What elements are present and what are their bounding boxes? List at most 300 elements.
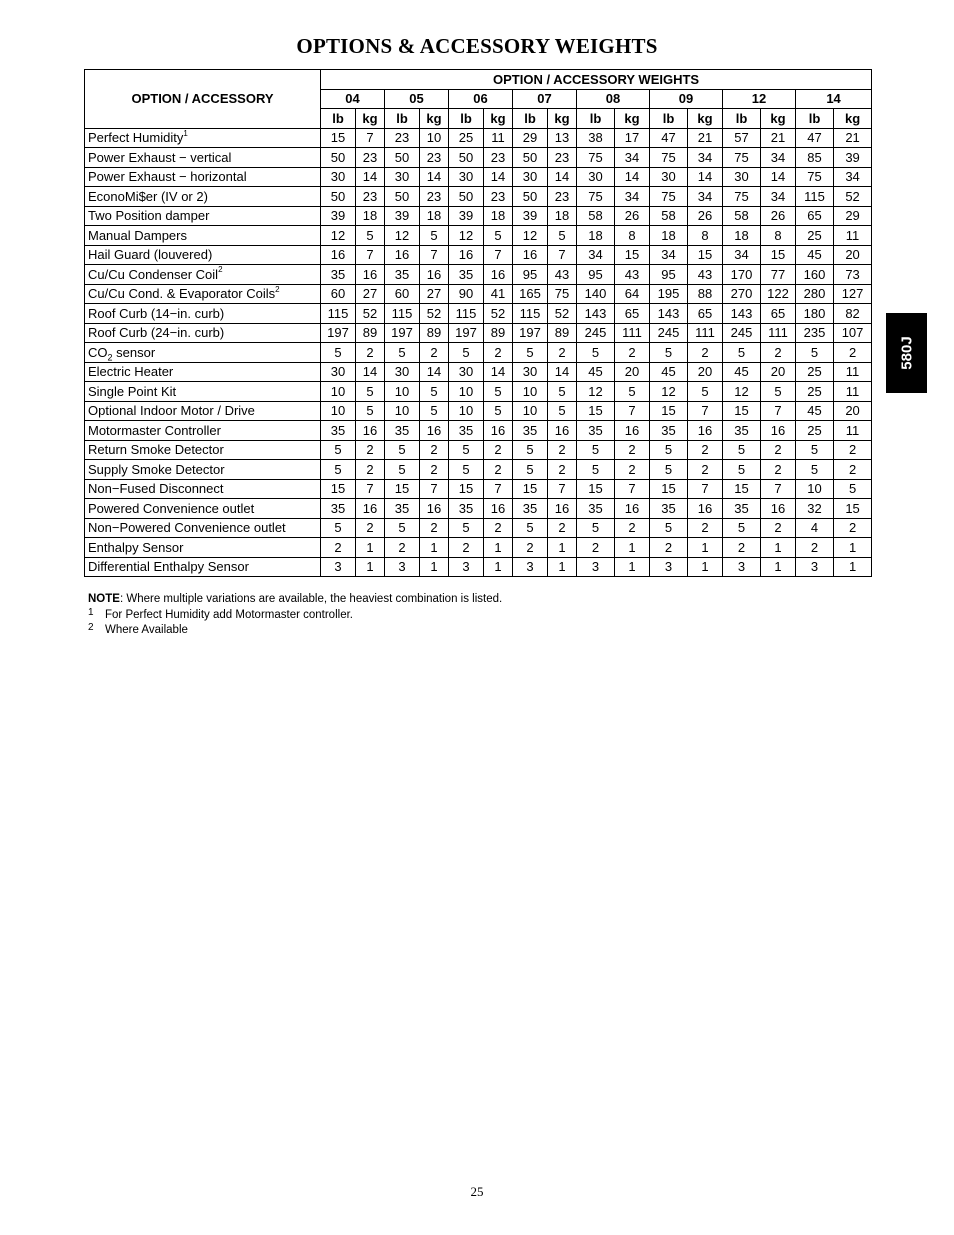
cell-kg: 18 [420, 206, 449, 226]
row-label-text: Two Position damper [88, 208, 210, 224]
cell-kg: 23 [548, 148, 577, 168]
cell-lb: 15 [513, 479, 548, 499]
cell-lb: 75 [577, 187, 615, 207]
cell-lb: 58 [650, 206, 688, 226]
cell-kg: 5 [548, 226, 577, 246]
row-label-text: Electric Heater [88, 364, 174, 380]
footnote-mark: 1 [88, 606, 94, 618]
cell-kg: 52 [420, 304, 449, 324]
cell-kg: 34 [761, 148, 796, 168]
cell-kg: 16 [688, 421, 723, 441]
cell-lb: 45 [650, 362, 688, 382]
cell-kg: 20 [615, 362, 650, 382]
cell-kg: 15 [834, 499, 872, 519]
row-label [85, 421, 321, 441]
row-label-text: Roof Curb (14−in. curb) [88, 305, 225, 321]
size-header: 07 [513, 89, 577, 109]
cell-kg: 20 [834, 245, 872, 265]
cell-lb: 95 [577, 265, 615, 285]
group-header: OPTION / ACCESSORY WEIGHTS [321, 70, 872, 90]
cell-lb: 5 [723, 343, 761, 363]
cell-kg: 15 [615, 245, 650, 265]
corner-header: OPTION / ACCESSORY [85, 70, 321, 129]
row-label [85, 518, 321, 538]
cell-kg: 5 [420, 382, 449, 402]
cell-kg: 8 [761, 226, 796, 246]
cell-kg: 2 [356, 343, 385, 363]
cell-kg: 16 [420, 499, 449, 519]
cell-lb: 2 [449, 538, 484, 558]
cell-kg: 75 [548, 284, 577, 304]
cell-kg: 27 [420, 284, 449, 304]
cell-lb: 143 [723, 304, 761, 324]
cell-lb: 35 [321, 499, 356, 519]
unit-kg-header: kg [688, 109, 723, 129]
cell-lb: 50 [321, 187, 356, 207]
cell-kg: 20 [688, 362, 723, 382]
cell-lb: 35 [723, 421, 761, 441]
row-label-text: EconoMi$er (IV or 2) [88, 188, 208, 204]
unit-kg-header: kg [356, 109, 385, 129]
cell-kg: 2 [548, 343, 577, 363]
cell-lb: 75 [796, 167, 834, 187]
cell-lb: 30 [321, 167, 356, 187]
unit-lb-header: lb [321, 109, 356, 129]
cell-lb: 58 [577, 206, 615, 226]
table-row [85, 440, 872, 460]
size-header: 06 [449, 89, 513, 109]
cell-kg: 7 [420, 245, 449, 265]
cell-lb: 5 [449, 343, 484, 363]
cell-lb: 5 [449, 460, 484, 480]
cell-kg: 5 [615, 382, 650, 402]
cell-lb: 3 [321, 557, 356, 577]
cell-lb: 12 [577, 382, 615, 402]
cell-kg: 5 [356, 226, 385, 246]
cell-lb: 18 [577, 226, 615, 246]
cell-kg: 73 [834, 265, 872, 285]
cell-lb: 85 [796, 148, 834, 168]
cell-lb: 30 [321, 362, 356, 382]
cell-lb: 197 [513, 323, 548, 343]
row-label [85, 148, 321, 168]
cell-lb: 5 [321, 518, 356, 538]
table-row [85, 206, 872, 226]
cell-kg: 5 [356, 401, 385, 421]
cell-kg: 1 [484, 557, 513, 577]
table-row [85, 479, 872, 499]
cell-kg: 15 [688, 245, 723, 265]
cell-lb: 10 [796, 479, 834, 499]
row-label [85, 323, 321, 343]
cell-kg: 20 [834, 401, 872, 421]
note-text: : Where multiple variations are available, the heaviest combination is listed. [119, 593, 503, 605]
cell-kg: 23 [356, 148, 385, 168]
row-label-text: Optional Indoor Motor / Drive [88, 403, 255, 419]
cell-kg: 7 [688, 479, 723, 499]
cell-lb: 65 [796, 206, 834, 226]
cell-lb: 2 [321, 538, 356, 558]
cell-lb: 47 [650, 128, 688, 148]
cell-lb: 197 [385, 323, 420, 343]
cell-lb: 5 [449, 440, 484, 460]
cell-kg: 5 [548, 382, 577, 402]
cell-lb: 3 [723, 557, 761, 577]
cell-lb: 12 [321, 226, 356, 246]
cell-kg: 1 [761, 538, 796, 558]
cell-kg: 2 [761, 460, 796, 480]
cell-kg: 43 [548, 265, 577, 285]
cell-kg: 5 [420, 401, 449, 421]
cell-lb: 5 [577, 343, 615, 363]
cell-lb: 5 [577, 440, 615, 460]
cell-kg: 14 [548, 362, 577, 382]
cell-lb: 5 [723, 460, 761, 480]
row-label [85, 343, 321, 363]
cell-lb: 16 [321, 245, 356, 265]
cell-lb: 16 [385, 245, 420, 265]
cell-lb: 50 [385, 187, 420, 207]
notes [88, 592, 502, 639]
cell-lb: 5 [796, 460, 834, 480]
cell-lb: 35 [321, 421, 356, 441]
cell-kg: 16 [548, 499, 577, 519]
footnote-text: For Perfect Humidity add Motormaster controller. [105, 608, 353, 621]
cell-lb: 115 [513, 304, 548, 324]
cell-kg: 16 [484, 265, 513, 285]
cell-lb: 35 [577, 499, 615, 519]
cell-lb: 2 [650, 538, 688, 558]
unit-kg-header: kg [420, 109, 449, 129]
row-label-suffix: sensor [112, 344, 156, 360]
cell-kg: 14 [356, 167, 385, 187]
cell-lb: 12 [723, 382, 761, 402]
cell-lb: 25 [796, 382, 834, 402]
cell-kg: 16 [484, 421, 513, 441]
cell-lb: 165 [513, 284, 548, 304]
row-label-text: Motormaster Controller [88, 422, 221, 438]
cell-lb: 75 [723, 148, 761, 168]
cell-lb: 5 [385, 518, 420, 538]
unit-lb-header: lb [385, 109, 420, 129]
note-general [88, 592, 502, 608]
cell-lb: 39 [321, 206, 356, 226]
cell-kg: 5 [484, 382, 513, 402]
cell-lb: 160 [796, 265, 834, 285]
cell-lb: 16 [449, 245, 484, 265]
cell-lb: 25 [796, 226, 834, 246]
cell-kg: 18 [356, 206, 385, 226]
cell-kg: 1 [548, 557, 577, 577]
cell-lb: 5 [449, 518, 484, 538]
cell-kg: 2 [548, 460, 577, 480]
cell-lb: 38 [577, 128, 615, 148]
cell-kg: 23 [548, 187, 577, 207]
cell-kg: 52 [834, 187, 872, 207]
weights-table [84, 69, 872, 577]
cell-kg: 16 [761, 421, 796, 441]
cell-kg: 14 [761, 167, 796, 187]
cell-kg: 10 [420, 128, 449, 148]
cell-kg: 65 [615, 304, 650, 324]
cell-lb: 30 [513, 362, 548, 382]
cell-kg: 29 [834, 206, 872, 226]
cell-lb: 75 [650, 148, 688, 168]
cell-lb: 3 [650, 557, 688, 577]
table-row [85, 460, 872, 480]
cell-kg: 52 [548, 304, 577, 324]
cell-lb: 34 [723, 245, 761, 265]
cell-kg: 14 [420, 167, 449, 187]
cell-kg: 26 [688, 206, 723, 226]
cell-lb: 50 [513, 148, 548, 168]
cell-lb: 2 [513, 538, 548, 558]
cell-kg: 64 [615, 284, 650, 304]
cell-kg: 89 [420, 323, 449, 343]
cell-kg: 1 [688, 557, 723, 577]
subscript: 2 [107, 352, 113, 362]
cell-kg: 23 [420, 148, 449, 168]
cell-lb: 140 [577, 284, 615, 304]
cell-lb: 30 [513, 167, 548, 187]
row-label-text: Hail Guard (louvered) [88, 247, 213, 263]
cell-lb: 34 [577, 245, 615, 265]
unit-lb-header: lb [796, 109, 834, 129]
cell-kg: 111 [615, 323, 650, 343]
cell-kg: 2 [548, 518, 577, 538]
cell-lb: 95 [650, 265, 688, 285]
cell-kg: 16 [761, 499, 796, 519]
cell-kg: 1 [356, 538, 385, 558]
cell-kg: 11 [834, 226, 872, 246]
cell-kg: 1 [615, 538, 650, 558]
cell-kg: 11 [834, 421, 872, 441]
cell-kg: 14 [688, 167, 723, 187]
cell-lb: 39 [513, 206, 548, 226]
footnote-1 [88, 608, 502, 624]
cell-lb: 50 [385, 148, 420, 168]
cell-lb: 45 [723, 362, 761, 382]
cell-lb: 30 [385, 167, 420, 187]
row-label-text: Cu/Cu Condenser Coil [88, 266, 219, 282]
cell-lb: 2 [385, 538, 420, 558]
page-title: OPTIONS & ACCESSORY WEIGHTS [296, 34, 658, 58]
cell-lb: 45 [796, 245, 834, 265]
cell-lb: 245 [650, 323, 688, 343]
cell-kg: 7 [356, 479, 385, 499]
cell-kg: 122 [761, 284, 796, 304]
table-row [85, 382, 872, 402]
cell-kg: 5 [484, 401, 513, 421]
cell-lb: 180 [796, 304, 834, 324]
unit-lb-header: lb [577, 109, 615, 129]
row-label-text: Powered Convenience outlet [88, 500, 255, 516]
cell-lb: 10 [513, 382, 548, 402]
cell-kg: 21 [834, 128, 872, 148]
cell-lb: 245 [577, 323, 615, 343]
cell-kg: 27 [356, 284, 385, 304]
cell-lb: 35 [321, 265, 356, 285]
cell-lb: 10 [321, 382, 356, 402]
cell-lb: 197 [449, 323, 484, 343]
footnote-ref: 2 [275, 284, 280, 294]
row-label-text: Roof Curb (24−in. curb) [88, 325, 225, 341]
row-label [85, 362, 321, 382]
footnote-ref: 1 [183, 128, 188, 138]
cell-kg: 7 [688, 401, 723, 421]
cell-kg: 16 [356, 265, 385, 285]
cell-lb: 10 [385, 382, 420, 402]
unit-lb-header: lb [650, 109, 688, 129]
cell-kg: 2 [615, 518, 650, 538]
cell-lb: 58 [723, 206, 761, 226]
cell-kg: 2 [356, 460, 385, 480]
cell-kg: 7 [484, 479, 513, 499]
row-label [85, 187, 321, 207]
cell-kg: 5 [688, 382, 723, 402]
cell-kg: 2 [420, 518, 449, 538]
cell-lb: 35 [513, 421, 548, 441]
cell-lb: 2 [723, 538, 761, 558]
cell-kg: 43 [615, 265, 650, 285]
cell-kg: 16 [420, 421, 449, 441]
row-label-text: Perfect Humidity [88, 130, 184, 146]
cell-kg: 7 [548, 479, 577, 499]
cell-kg: 21 [761, 128, 796, 148]
cell-kg: 52 [356, 304, 385, 324]
size-header: 05 [385, 89, 449, 109]
cell-kg: 5 [834, 479, 872, 499]
cell-kg: 41 [484, 284, 513, 304]
cell-kg: 89 [356, 323, 385, 343]
row-label-text: Power Exhaust − vertical [88, 149, 232, 165]
cell-lb: 30 [577, 167, 615, 187]
cell-kg: 7 [761, 401, 796, 421]
cell-kg: 34 [615, 148, 650, 168]
cell-kg: 26 [615, 206, 650, 226]
unit-kg-header: kg [484, 109, 513, 129]
row-label [85, 479, 321, 499]
cell-lb: 5 [723, 440, 761, 460]
cell-lb: 10 [449, 401, 484, 421]
cell-lb: 5 [321, 343, 356, 363]
cell-lb: 29 [513, 128, 548, 148]
cell-kg: 21 [688, 128, 723, 148]
footnote-ref: 2 [218, 265, 223, 275]
cell-lb: 30 [449, 167, 484, 187]
cell-lb: 25 [796, 421, 834, 441]
cell-lb: 35 [385, 499, 420, 519]
cell-kg: 16 [420, 265, 449, 285]
cell-kg: 43 [688, 265, 723, 285]
cell-lb: 90 [449, 284, 484, 304]
cell-lb: 270 [723, 284, 761, 304]
cell-lb: 60 [385, 284, 420, 304]
cell-kg: 16 [615, 421, 650, 441]
cell-lb: 15 [650, 401, 688, 421]
cell-kg: 1 [484, 538, 513, 558]
table-row [85, 401, 872, 421]
footnote-text: Where Available [105, 624, 188, 636]
cell-lb: 12 [650, 382, 688, 402]
cell-lb: 115 [449, 304, 484, 324]
cell-lb: 50 [449, 148, 484, 168]
cell-lb: 5 [650, 343, 688, 363]
cell-kg: 88 [688, 284, 723, 304]
cell-kg: 2 [356, 518, 385, 538]
cell-lb: 195 [650, 284, 688, 304]
cell-kg: 8 [688, 226, 723, 246]
cell-kg: 23 [484, 148, 513, 168]
cell-kg: 82 [834, 304, 872, 324]
cell-lb: 35 [650, 499, 688, 519]
cell-kg: 2 [484, 343, 513, 363]
cell-lb: 75 [577, 148, 615, 168]
size-header: 04 [321, 89, 385, 109]
cell-kg: 11 [834, 382, 872, 402]
cell-lb: 75 [723, 187, 761, 207]
unit-kg-header: kg [615, 109, 650, 129]
cell-lb: 23 [385, 128, 420, 148]
cell-kg: 2 [615, 343, 650, 363]
cell-kg: 7 [615, 401, 650, 421]
table-row [85, 323, 872, 343]
cell-kg: 2 [688, 440, 723, 460]
cell-kg: 7 [548, 245, 577, 265]
cell-lb: 15 [723, 479, 761, 499]
row-label-text: Supply Smoke Detector [88, 461, 225, 477]
cell-lb: 5 [650, 440, 688, 460]
cell-lb: 12 [513, 226, 548, 246]
cell-lb: 143 [650, 304, 688, 324]
cell-lb: 245 [723, 323, 761, 343]
table-row [85, 499, 872, 519]
cell-kg: 77 [761, 265, 796, 285]
unit-lb-header: lb [513, 109, 548, 129]
cell-kg: 16 [548, 421, 577, 441]
row-label-text: Cu/Cu Cond. & Evaporator Coils [88, 286, 276, 302]
cell-lb: 35 [385, 265, 420, 285]
cell-lb: 10 [321, 401, 356, 421]
cell-lb: 5 [385, 343, 420, 363]
cell-kg: 7 [420, 479, 449, 499]
cell-kg: 16 [356, 499, 385, 519]
cell-kg: 1 [761, 557, 796, 577]
row-label [85, 440, 321, 460]
row-label [85, 245, 321, 265]
cell-lb: 5 [513, 460, 548, 480]
cell-lb: 5 [385, 440, 420, 460]
cell-lb: 45 [796, 401, 834, 421]
table-row [85, 245, 872, 265]
size-header: 12 [723, 89, 796, 109]
cell-lb: 35 [513, 499, 548, 519]
cell-lb: 4 [796, 518, 834, 538]
cell-lb: 47 [796, 128, 834, 148]
table-row [85, 265, 872, 285]
cell-lb: 3 [385, 557, 420, 577]
cell-kg: 5 [761, 382, 796, 402]
row-label [85, 538, 321, 558]
cell-kg: 20 [761, 362, 796, 382]
row-label-text: Single Point Kit [88, 383, 177, 399]
cell-lb: 30 [385, 362, 420, 382]
cell-lb: 15 [577, 401, 615, 421]
cell-kg: 14 [484, 362, 513, 382]
cell-lb: 15 [650, 479, 688, 499]
cell-kg: 14 [356, 362, 385, 382]
cell-lb: 3 [449, 557, 484, 577]
